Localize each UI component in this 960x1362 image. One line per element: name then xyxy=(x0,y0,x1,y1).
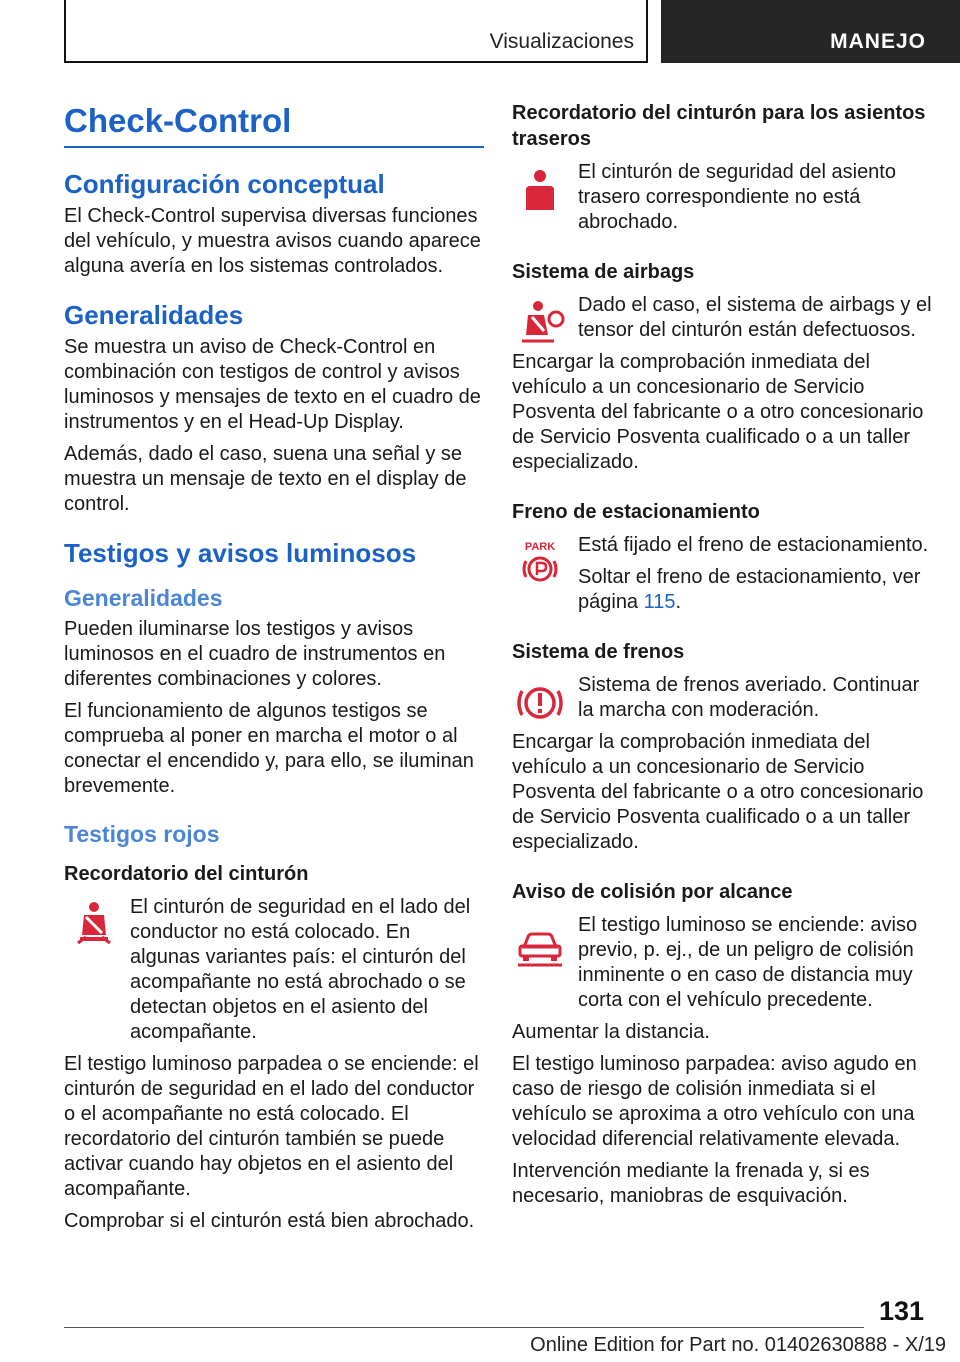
rear-seatbelt-icon xyxy=(514,164,566,216)
parking-text-2-post: . xyxy=(675,591,682,613)
indicators-text-1: Pueden iluminarse los testigos y avisos luminosos en el cuadro de instrumentos en diferentes combinaciones y colores. xyxy=(64,618,446,690)
right-column xyxy=(512,100,932,1216)
chapter-label: MANEJO xyxy=(830,30,926,53)
footer-divider xyxy=(64,1327,864,1328)
indicators-text-2: El funcionamiento de algunos testigos se comprueba al poner en marcha el motor o al conectar el encendido y, para ello, se iluminan brevemente. xyxy=(64,700,474,797)
belt-text-2: El testigo luminoso parpadea o se enciende: el cinturón de seguridad en el lado del conductor o el acompañante no está colocado. El recordatorio del cinturón también se puede activar cuando hay objetos en el asiento del acompañante. xyxy=(64,1053,479,1200)
rear-belt-title: Recordatorio del cinturón para los asientos traseros xyxy=(512,102,926,150)
section-label: Visualizaciones xyxy=(489,30,634,53)
page-title: Check-Control xyxy=(64,100,484,148)
collision-text-2: Aumentar la distancia. xyxy=(512,1021,710,1043)
brakes-item xyxy=(512,673,932,723)
collision-item xyxy=(512,913,932,1013)
parking-text-2 xyxy=(578,565,932,615)
belt-text-1: El cinturón de seguridad en el lado del conductor no está colocado. En algunas variantes país: el cinturón del acompañante no está abrochado o se detectan objetos en el asiento del acompañante. xyxy=(130,896,471,1043)
collision-text-4: Intervención mediante la frenada y, si es necesario, maniobras de esquivación. xyxy=(512,1160,870,1207)
page-link-115[interactable]: 115 xyxy=(643,591,676,613)
parking-text-1: Está fijado el freno de estacionamiento. xyxy=(578,534,929,556)
belt-title: Recordatorio del cinturón xyxy=(64,863,309,885)
brakes-title: Sistema de frenos xyxy=(512,641,685,663)
parking-title: Freno de estacionamiento xyxy=(512,501,760,523)
footer-edition: Online Edition for Part no. 01402630888 - X/19 xyxy=(530,1334,946,1356)
airbag-text-2: Encargar la comprobación inmediata del vehículo a un concesionario de Servicio Posventa del fabricante o a otro concesionario de Servicio Posventa cualificado o a un taller especializado. xyxy=(512,351,924,473)
heading-general: Generalidades xyxy=(64,300,244,330)
brake-warning-icon xyxy=(514,677,566,729)
page-number: 131 xyxy=(878,1296,924,1326)
rear-belt-text: El cinturón de seguridad del asiento trasero correspondiente no está abrochado. xyxy=(578,161,896,233)
park-icon-label: PARK xyxy=(524,541,556,553)
left-column xyxy=(64,100,484,1241)
parking-brake-icon xyxy=(514,537,566,589)
airbag-title: Sistema de airbags xyxy=(512,261,695,283)
collision-text-3: El testigo luminoso parpadea: aviso agudo en caso de riesgo de colisión inmediata si el vehículo se aproxima a otro vehículo con una velocidad diferencial relativamente elevada. xyxy=(512,1053,917,1150)
belt-text-3: Comprobar si el cinturón está bien abrochado. xyxy=(64,1210,475,1232)
heading-concept: Configuración conceptual xyxy=(64,169,385,199)
airbag-item xyxy=(512,293,932,343)
subheading-general: Generalidades xyxy=(64,585,223,611)
page-header xyxy=(64,0,960,65)
section-tab xyxy=(64,0,648,63)
parking-text-2-pre: Soltar el freno de estacionamiento, ver página xyxy=(578,566,921,613)
airbag-text-1: Dado el caso, el sistema de airbags y el tensor del cinturón están defectuosos. xyxy=(578,294,932,341)
belt-item xyxy=(64,895,484,1045)
general-text-1: Se muestra un aviso de Check-Control en combinación con testigos de control y avisos luminosos y mensajes de texto en el cuadro de instrumentos y en el Head-Up Display. xyxy=(64,336,481,433)
concept-text: El Check-Control supervisa diversas funciones del vehículo, y muestra avisos cuando aparece alguna avería en los sistemas controlados. xyxy=(64,205,481,277)
general-text-2: Además, dado el caso, suena una señal y se muestra un mensaje de texto en el display de control. xyxy=(64,443,467,515)
airbag-icon xyxy=(514,297,566,349)
brakes-text-1: Sistema de frenos averiado. Continuar la marcha con moderación. xyxy=(578,674,920,721)
collision-text-1: El testigo luminoso se enciende: aviso previo, p. ej., de un peligro de colisión inminente o en caso de distancia muy corta con el vehículo precedente. xyxy=(578,914,918,1011)
rear-belt-item xyxy=(512,160,932,235)
collision-title: Aviso de colisión por alcance xyxy=(512,881,793,903)
collision-warning-icon xyxy=(514,917,566,969)
subheading-red: Testigos rojos xyxy=(64,821,220,847)
chapter-tab xyxy=(661,0,960,63)
parking-item xyxy=(512,533,932,615)
heading-indicators: Testigos y avisos luminosos xyxy=(64,538,417,568)
brakes-text-2: Encargar la comprobación inmediata del vehículo a un concesionario de Servicio Posventa del fabricante o a otro concesionario de Servicio Posventa cualificado o a un taller especializado. xyxy=(512,731,924,853)
seatbelt-icon xyxy=(66,899,118,951)
